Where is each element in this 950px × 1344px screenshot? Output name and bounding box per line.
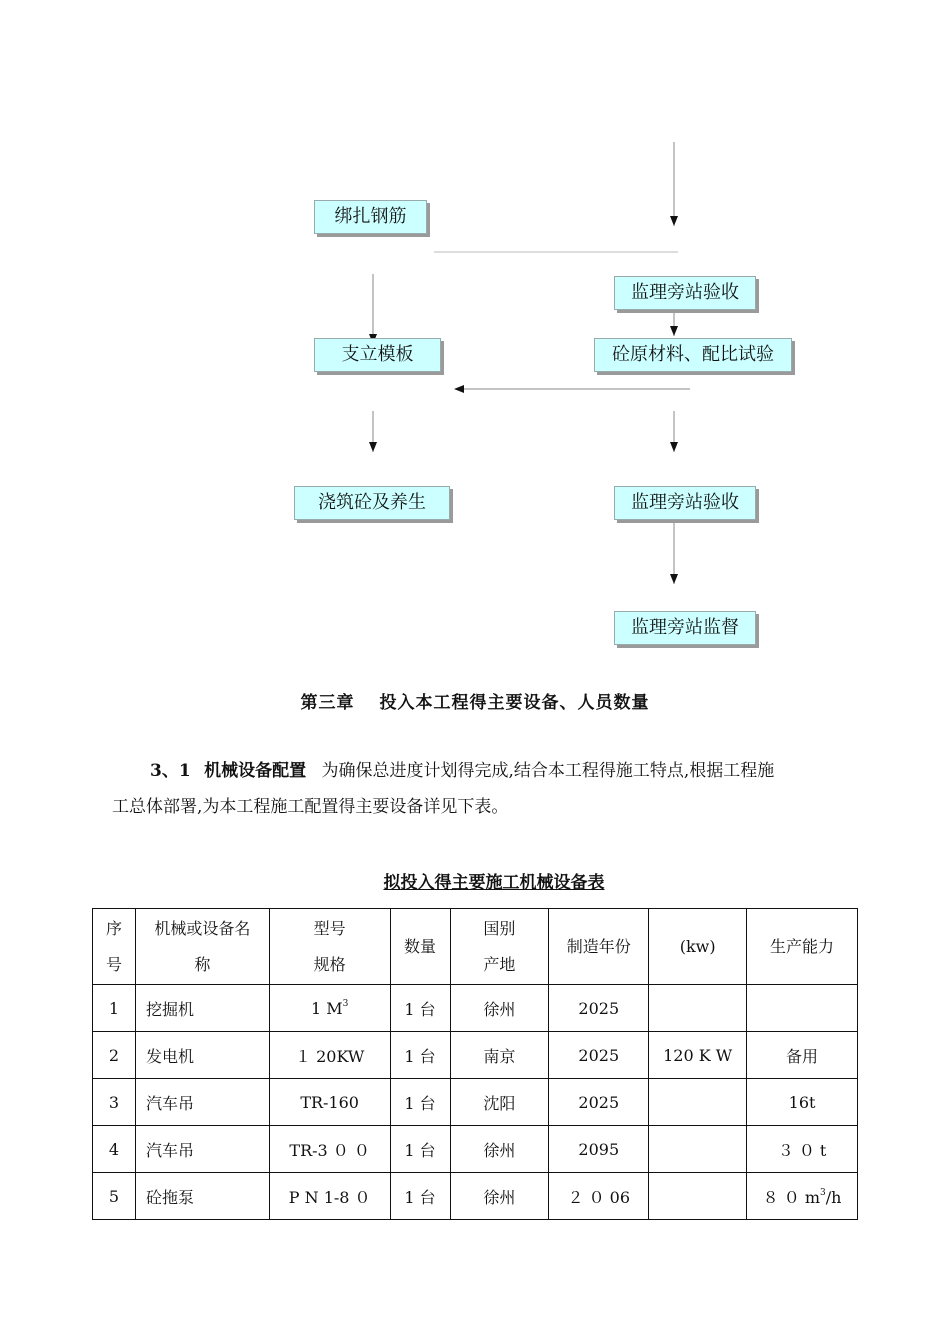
cell-origin <box>450 1126 549 1173</box>
cell-year <box>549 1173 649 1220</box>
table-row <box>93 1032 858 1079</box>
cell-model <box>269 1173 390 1220</box>
cell-origin-text: 徐州 <box>483 1187 516 1207</box>
table-header-row <box>93 909 858 985</box>
cell-capacity <box>747 1079 858 1126</box>
cell-seq-text: 2 <box>108 1045 120 1065</box>
header-model-line-1: 型号 <box>313 918 346 938</box>
table-row <box>93 1079 858 1126</box>
cell-qty-text: 1 台 <box>404 1093 436 1113</box>
cell-origin <box>450 985 549 1032</box>
header-origin <box>450 909 549 985</box>
cell-capacity <box>747 1032 858 1079</box>
cell-seq <box>93 1126 136 1173</box>
cell-power-text: 120 K W <box>663 1045 733 1065</box>
table-row <box>93 985 858 1032</box>
flow-box-pour: 浇筑砼及养生 <box>294 486 450 520</box>
arrowhead-to-pour <box>369 442 377 452</box>
cell-model <box>269 1126 390 1173</box>
cell-capacity-text: 备用 <box>786 1046 819 1066</box>
cell-model-sup: 3 <box>342 998 349 1009</box>
cell-model-text: 1 M <box>310 998 343 1018</box>
cell-power <box>649 1173 747 1220</box>
cell-origin <box>450 1173 549 1220</box>
cell-name-text: 汽车吊 <box>145 1093 194 1113</box>
section-paragraph <box>112 752 852 826</box>
cell-capacity <box>747 1173 858 1220</box>
cell-name-text: 砼拖泵 <box>145 1187 194 1207</box>
flow-box-material-test: 砼原材料、配比试验 <box>594 338 792 372</box>
cell-model-text: P N 1-8 ０ <box>288 1187 371 1207</box>
cell-seq <box>93 985 136 1032</box>
cell-model <box>269 985 390 1032</box>
flow-box-rebar: 绑扎钢筋 <box>314 200 427 234</box>
cell-year-text: ２ ０ 06 <box>567 1187 631 1207</box>
cell-year-text: 2025 <box>578 1045 620 1065</box>
arrowhead-to-supervise <box>670 574 678 584</box>
header-capacity: 生产能力 <box>747 909 858 985</box>
cell-qty <box>390 985 450 1032</box>
cell-capacity-tail: /h <box>825 1187 842 1207</box>
cell-power <box>649 1126 747 1173</box>
section-text-line-2: 工总体部署,为本工程施工配置得主要设备详见下表。 <box>112 797 509 817</box>
header-origin-line-1: 国别 <box>483 918 516 938</box>
cell-capacity-text: ８ ０ m <box>762 1187 820 1207</box>
arrowhead-to-material-test <box>670 326 678 336</box>
cell-year-text: 2095 <box>578 1139 620 1159</box>
cell-name <box>135 985 269 1032</box>
cell-name <box>135 1173 269 1220</box>
cell-model-text: TR-160 <box>300 1092 359 1112</box>
arrowhead-top-right <box>670 216 678 226</box>
cell-qty-text: 1 台 <box>404 1140 436 1160</box>
header-seq <box>93 909 136 985</box>
cell-origin-text: 徐州 <box>483 999 516 1019</box>
header-name-line-1: 机械或设备名 <box>154 918 251 938</box>
cell-qty-text: 1 台 <box>404 1046 436 1066</box>
cell-name <box>135 1126 269 1173</box>
header-name <box>135 909 269 985</box>
flow-box-supervise: 监理旁站监督 <box>614 611 756 645</box>
cell-seq-text: 4 <box>108 1139 120 1159</box>
header-seq-line-1: 序 <box>105 918 122 938</box>
section-text-line-1: 为确保总进度计划得完成,结合本工程得施工特点,根据工程施 <box>321 761 775 781</box>
equipment-table <box>92 908 858 1220</box>
cell-seq-text: 1 <box>108 998 120 1018</box>
header-power: (kw) <box>649 909 747 985</box>
cell-name-text: 汽车吊 <box>145 1140 194 1160</box>
cell-name-text: 挖掘机 <box>145 999 194 1019</box>
cell-qty-text: 1 台 <box>404 1187 436 1207</box>
table-body <box>93 985 858 1220</box>
cell-name-text: 发电机 <box>145 1046 194 1066</box>
flow-box-formwork: 支立模板 <box>314 338 441 372</box>
section-number: 3、1 <box>150 761 191 781</box>
cell-model <box>269 1032 390 1079</box>
cell-origin-text: 南京 <box>483 1046 516 1066</box>
cell-seq-text: 5 <box>108 1186 120 1206</box>
cell-year <box>549 1032 649 1079</box>
cell-year <box>549 985 649 1032</box>
cell-model-text: １ 20KW <box>295 1046 365 1066</box>
cell-power <box>649 1032 747 1079</box>
cell-capacity <box>747 1126 858 1173</box>
section-title: 机械设备配置 <box>204 761 307 781</box>
cell-seq <box>93 1173 136 1220</box>
cell-year <box>549 1079 649 1126</box>
chapter-heading: 第三章 投入本工程得主要设备、人员数量 <box>300 693 650 713</box>
header-year: 制造年份 <box>549 909 649 985</box>
flow-box-inspect-1: 监理旁站验收 <box>614 276 756 310</box>
cell-seq <box>93 1079 136 1126</box>
cell-origin-text: 徐州 <box>483 1140 516 1160</box>
cell-capacity-text: ３ ０ t <box>777 1140 827 1160</box>
cell-capacity-sup: 3 <box>820 1187 826 1198</box>
table-row <box>93 1173 858 1220</box>
cell-name <box>135 1079 269 1126</box>
cell-name <box>135 1032 269 1079</box>
header-origin-line-2: 产地 <box>483 954 516 974</box>
header-model <box>269 909 390 985</box>
header-model-line-2: 规格 <box>313 954 346 974</box>
cell-qty <box>390 1032 450 1079</box>
arrowhead-horizontal-left <box>454 385 464 393</box>
flow-box-inspect-2: 监理旁站验收 <box>614 486 756 520</box>
cell-year <box>549 1126 649 1173</box>
cell-qty <box>390 1079 450 1126</box>
cell-capacity <box>747 985 858 1032</box>
cell-year-text: 2025 <box>578 1092 620 1112</box>
cell-qty <box>390 1173 450 1220</box>
cell-model <box>269 1079 390 1126</box>
cell-origin-text: 沈阳 <box>483 1093 516 1113</box>
table-row <box>93 1126 858 1173</box>
cell-capacity-text: 16t <box>788 1092 816 1112</box>
cell-origin <box>450 1032 549 1079</box>
cell-origin <box>450 1079 549 1126</box>
cell-power <box>649 985 747 1032</box>
header-qty: 数量 <box>390 909 450 985</box>
header-seq-line-2: 号 <box>105 954 122 974</box>
cell-seq-text: 3 <box>108 1092 120 1112</box>
cell-model-text: TR-3 ０ ０ <box>289 1140 370 1160</box>
arrowhead-to-inspect2 <box>670 442 678 452</box>
cell-seq <box>93 1032 136 1079</box>
cell-qty-text: 1 台 <box>404 999 436 1019</box>
cell-year-text: 2025 <box>578 998 620 1018</box>
cell-power <box>649 1079 747 1126</box>
table-title: 拟投入得主要施工机械设备表 <box>383 873 605 893</box>
header-name-line-2: 称 <box>194 954 211 974</box>
cell-qty <box>390 1126 450 1173</box>
